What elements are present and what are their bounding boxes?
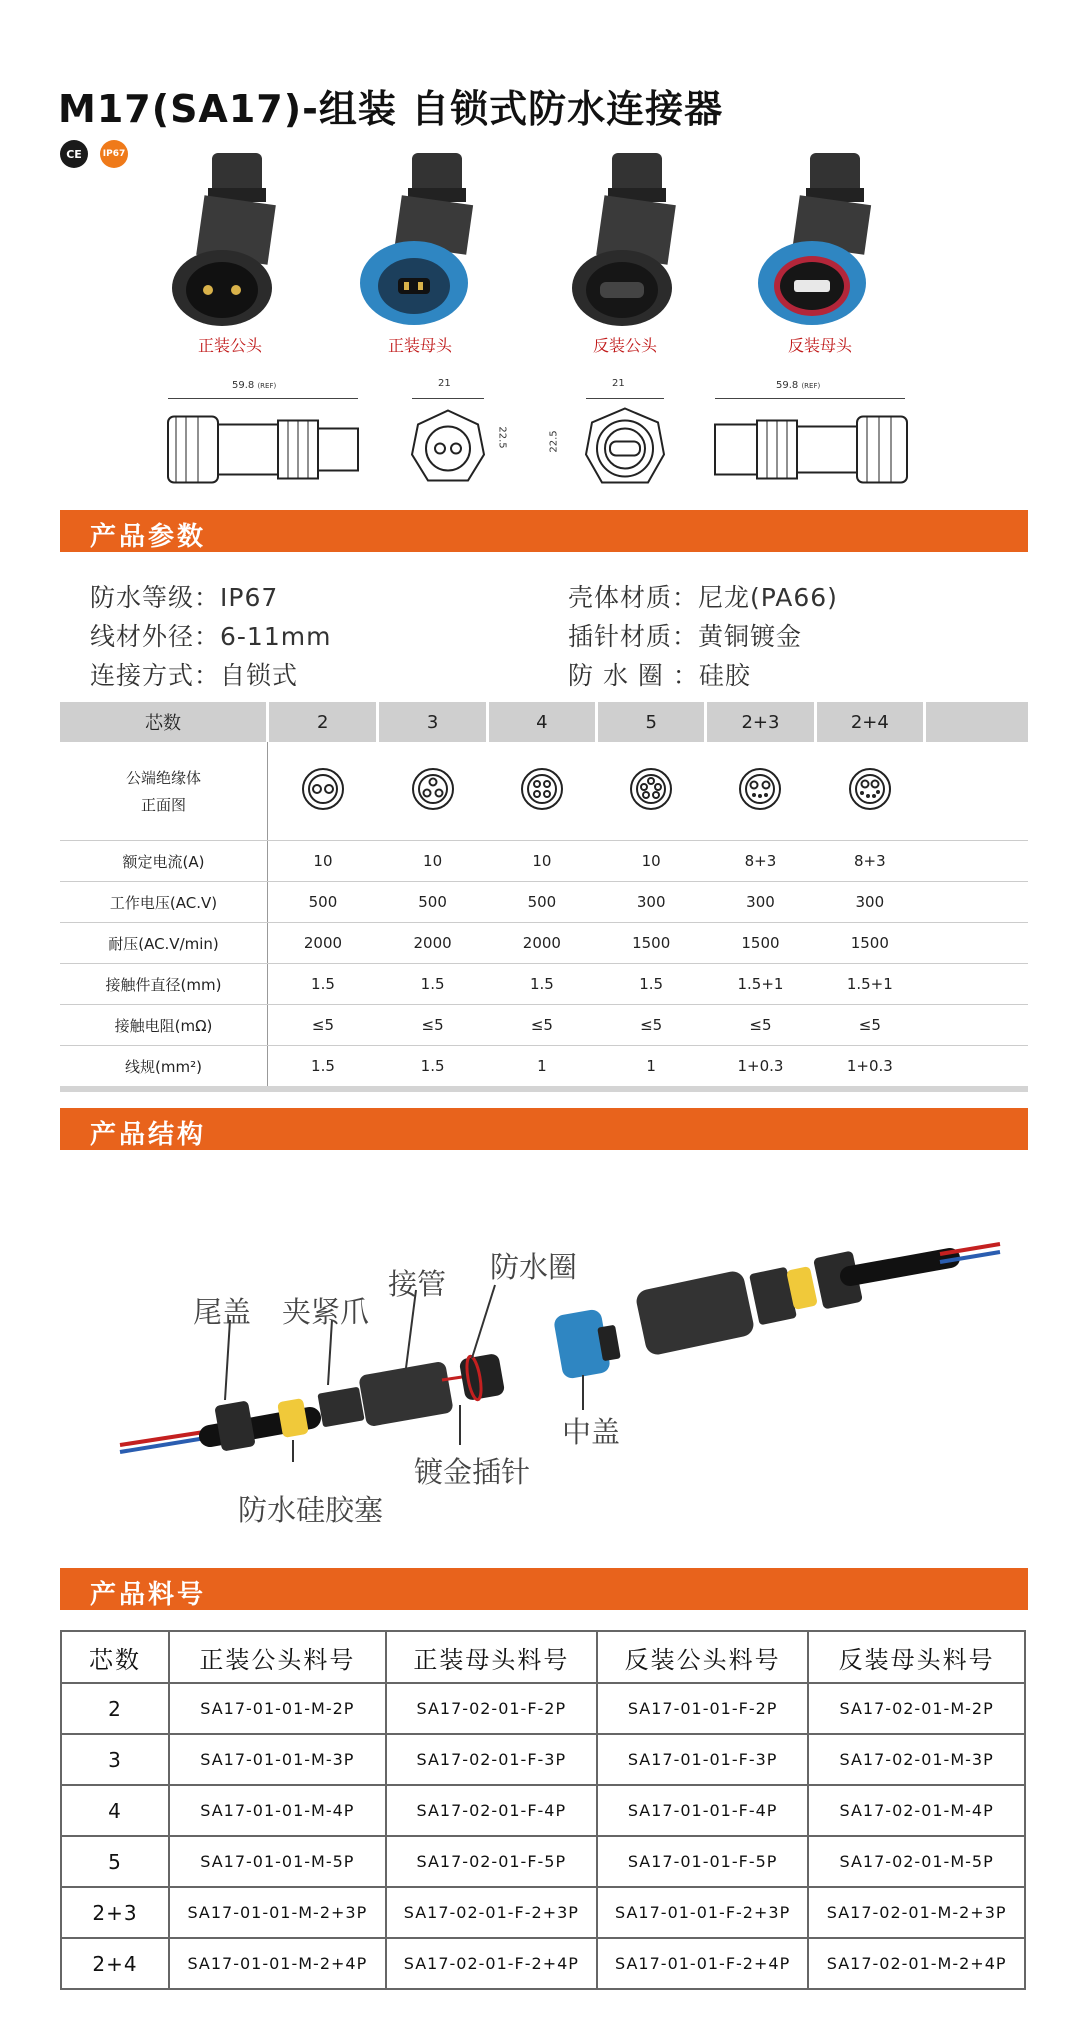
- param-connection: 连接方式：自锁式: [90, 661, 299, 690]
- label-ring: 防水圈: [490, 1250, 578, 1284]
- pin-face-2-icon: [268, 742, 378, 841]
- ip67-badge: IP67: [100, 140, 128, 168]
- spec-cell-spacer: [925, 1005, 1029, 1046]
- face-label-line2: 正面图: [140, 796, 186, 814]
- spec-cell: 300: [706, 882, 815, 923]
- spec-header-cell: 2: [268, 702, 378, 742]
- spec-cell: 10: [487, 841, 596, 882]
- pin-face-4-icon: [487, 742, 596, 841]
- dim-length-left: 59.8 (REF): [232, 380, 277, 391]
- product-label-female-front: 正装母头: [387, 336, 452, 355]
- parts-cell: SA17-01-01-F-3P: [597, 1734, 808, 1785]
- spec-cell: 8+3: [815, 841, 924, 882]
- spec-header-cell: 5: [597, 702, 706, 742]
- section-title-structure: 产品结构: [90, 1120, 207, 1150]
- spec-cell: 2000: [268, 923, 378, 964]
- spec-cell: 1: [487, 1046, 596, 1090]
- parts-header-row: [61, 1631, 1025, 1683]
- parts-cell: SA17-02-01-M-4P: [808, 1785, 1025, 1836]
- parts-cell: 4: [61, 1785, 169, 1836]
- spec-cell: 300: [815, 882, 924, 923]
- spec-cell: ≤5: [597, 1005, 706, 1046]
- spec-cell-spacer: [925, 923, 1029, 964]
- spec-header-cell: 4: [487, 702, 596, 742]
- product-image-female-reverse: [748, 148, 888, 328]
- spec-cell: 1+0.3: [706, 1046, 815, 1090]
- product-label-male-reverse: 反装公头: [592, 336, 657, 355]
- spec-cell: 8+3: [706, 841, 815, 882]
- parts-cell: SA17-02-01-F-5P: [386, 1836, 597, 1887]
- spec-face-row: [60, 742, 1028, 841]
- dim-height-b: 22.5: [548, 430, 560, 453]
- parts-header-cell: 反装公头料号: [597, 1631, 808, 1683]
- spec-header-cell: 芯数: [60, 702, 268, 742]
- parts-cell: SA17-01-01-F-4P: [597, 1785, 808, 1836]
- part-number-table: [60, 1630, 1026, 1990]
- parts-cell: SA17-02-01-F-2+3P: [386, 1887, 597, 1938]
- face-label-line1: 公端绝缘体: [125, 769, 201, 787]
- spec-cell: 1.5: [268, 1046, 378, 1090]
- spec-face-label: [60, 742, 268, 841]
- spec-cell: 500: [378, 882, 487, 923]
- spec-row-withstand: [60, 923, 1028, 964]
- param-housing: 壳体材质：尼龙(PA66): [568, 583, 838, 612]
- spec-cell: 1.5: [378, 964, 487, 1005]
- parts-cell: SA17-01-01-F-2+3P: [597, 1887, 808, 1938]
- spec-cell: 1.5: [378, 1046, 487, 1090]
- label-silicone-plug: 防水硅胶塞: [238, 1493, 384, 1527]
- spec-cell: 1.5+1: [706, 964, 815, 1005]
- table-row: [61, 1785, 1025, 1836]
- spec-cell: 10: [597, 841, 706, 882]
- table-row: [61, 1836, 1025, 1887]
- spec-row-contact-diameter: [60, 964, 1028, 1005]
- table-row: [61, 1887, 1025, 1938]
- parts-cell: SA17-01-01-M-5P: [169, 1836, 386, 1887]
- product-label-male-front: 正装公头: [197, 336, 262, 355]
- spec-header-spacer: [925, 702, 1029, 742]
- label-gold-pin: 镀金插针: [414, 1455, 531, 1489]
- spec-cell: 1.5: [597, 964, 706, 1005]
- parts-cell: SA17-02-01-M-3P: [808, 1734, 1025, 1785]
- spec-cell: ≤5: [487, 1005, 596, 1046]
- parts-cell: SA17-02-01-M-5P: [808, 1836, 1025, 1887]
- parts-header-cell: 芯数: [61, 1631, 169, 1683]
- spec-header-cell: 2+3: [706, 702, 815, 742]
- parts-cell: SA17-01-01-F-5P: [597, 1836, 808, 1887]
- spec-cell: 300: [597, 882, 706, 923]
- spec-cell: 500: [268, 882, 378, 923]
- dim-width-a: 21: [438, 378, 451, 389]
- parts-header-cell: 反装母头料号: [808, 1631, 1025, 1683]
- spec-row-current: [60, 841, 1028, 882]
- spec-row-label: 接触件直径(mm): [60, 964, 268, 1005]
- parts-cell: 3: [61, 1734, 169, 1785]
- parts-cell: 5: [61, 1836, 169, 1887]
- param-cable-od: 线材外径：6-11mm: [90, 622, 332, 651]
- section-title-params: 产品参数: [90, 522, 207, 552]
- spec-cell: 1.5: [268, 964, 378, 1005]
- table-row: [61, 1734, 1025, 1785]
- dim-length-right: 59.8 (REF): [776, 380, 821, 391]
- label-tail-cap: 尾盖: [193, 1295, 252, 1329]
- spec-cell: 1+0.3: [815, 1046, 924, 1090]
- spec-cell: ≤5: [378, 1005, 487, 1046]
- spec-row-label: 接触电阻(mΩ): [60, 1005, 268, 1046]
- spec-cell: 10: [378, 841, 487, 882]
- front-drawing-a: [408, 392, 488, 497]
- parts-cell: SA17-01-01-M-4P: [169, 1785, 386, 1836]
- spec-table: [60, 702, 1028, 1092]
- parts-cell: SA17-01-01-M-2+3P: [169, 1887, 386, 1938]
- spec-cell: 10: [268, 841, 378, 882]
- parts-cell: SA17-02-01-F-2+4P: [386, 1938, 597, 1989]
- spec-header-cell: 2+4: [815, 702, 924, 742]
- spec-row-label: 耐压(AC.V/min): [60, 923, 268, 964]
- spec-cell: 1: [597, 1046, 706, 1090]
- spec-cell: ≤5: [706, 1005, 815, 1046]
- spec-cell: 1500: [706, 923, 815, 964]
- spec-row-voltage: [60, 882, 1028, 923]
- label-clamp: 夹紧爪: [282, 1295, 370, 1329]
- parts-cell: SA17-01-01-F-2+4P: [597, 1938, 808, 1989]
- spec-cell-spacer: [925, 841, 1029, 882]
- pin-face-2plus3-icon: [706, 742, 815, 841]
- spec-cell: ≤5: [815, 1005, 924, 1046]
- spec-cell-spacer: [925, 882, 1029, 923]
- spec-cell-spacer: [925, 1046, 1029, 1090]
- label-pipe: 接管: [388, 1267, 447, 1301]
- page-title: M17(SA17)-组装 自锁式防水连接器: [58, 87, 724, 131]
- spec-row-wire-gauge: [60, 1046, 1028, 1090]
- parts-cell: SA17-02-01-F-2P: [386, 1683, 597, 1734]
- section-title-partno: 产品料号: [90, 1580, 207, 1610]
- ce-badge: CE: [60, 140, 88, 168]
- product-label-female-reverse: 反装母头: [787, 336, 852, 355]
- parts-cell: SA17-02-01-F-4P: [386, 1785, 597, 1836]
- dim-height-a: 22.5: [496, 426, 508, 449]
- spec-cell: 1.5: [487, 964, 596, 1005]
- spec-header-cell: 3: [378, 702, 487, 742]
- parts-header-cell: 正装公头料号: [169, 1631, 386, 1683]
- parts-cell: 2+4: [61, 1938, 169, 1989]
- parts-cell: SA17-01-01-M-2+4P: [169, 1938, 386, 1989]
- parts-cell: SA17-01-01-M-3P: [169, 1734, 386, 1785]
- parts-cell: SA17-02-01-F-3P: [386, 1734, 597, 1785]
- pin-face-3-icon: [378, 742, 487, 841]
- spec-cell-spacer: [925, 964, 1029, 1005]
- parts-header-cell: 正装母头料号: [386, 1631, 597, 1683]
- section-band-partno: [60, 1568, 1028, 1610]
- param-waterproof: 防水等级：IP67: [90, 583, 279, 612]
- product-image-male-reverse: [560, 148, 700, 328]
- spec-header-row: [60, 702, 1028, 742]
- parts-cell: 2+3: [61, 1887, 169, 1938]
- param-seal: 防 水 圈 ：硅胶: [568, 661, 751, 690]
- pin-face-2plus4-icon: [815, 742, 924, 841]
- table-row: [61, 1683, 1025, 1734]
- spec-row-contact-resistance: [60, 1005, 1028, 1046]
- front-drawing-b: [580, 392, 670, 497]
- label-middle-cap: 中盖: [562, 1415, 621, 1449]
- spec-cell: 2000: [378, 923, 487, 964]
- parts-cell: SA17-02-01-M-2+4P: [808, 1938, 1025, 1989]
- spec-cell: 500: [487, 882, 596, 923]
- parts-cell: SA17-01-01-M-2P: [169, 1683, 386, 1734]
- table-row: [61, 1938, 1025, 1989]
- dim-width-b: 21: [612, 378, 625, 389]
- parts-cell: 2: [61, 1683, 169, 1734]
- spec-row-label: 额定电流(A): [60, 841, 268, 882]
- spec-row-label: 工作电压(AC.V): [60, 882, 268, 923]
- side-drawing-left: [158, 392, 368, 497]
- parts-cell: SA17-02-01-M-2P: [808, 1683, 1025, 1734]
- pin-face-5-icon: [597, 742, 706, 841]
- spec-row-label: 线规(mm²): [60, 1046, 268, 1090]
- spec-cell: 1500: [815, 923, 924, 964]
- spec-cell: 1500: [597, 923, 706, 964]
- product-image-female-front: [350, 148, 490, 328]
- spec-face-spacer: [925, 742, 1029, 841]
- parts-cell: SA17-02-01-M-2+3P: [808, 1887, 1025, 1938]
- spec-cell: ≤5: [268, 1005, 378, 1046]
- spec-cell: 1.5+1: [815, 964, 924, 1005]
- section-band-structure: [60, 1108, 1028, 1150]
- side-drawing-right: [705, 392, 915, 497]
- parts-cell: SA17-01-01-F-2P: [597, 1683, 808, 1734]
- product-image-male-front: [160, 148, 300, 328]
- section-band-params: [60, 510, 1028, 552]
- spec-cell: 2000: [487, 923, 596, 964]
- param-pin-material: 插针材质：黄铜镀金: [568, 622, 803, 651]
